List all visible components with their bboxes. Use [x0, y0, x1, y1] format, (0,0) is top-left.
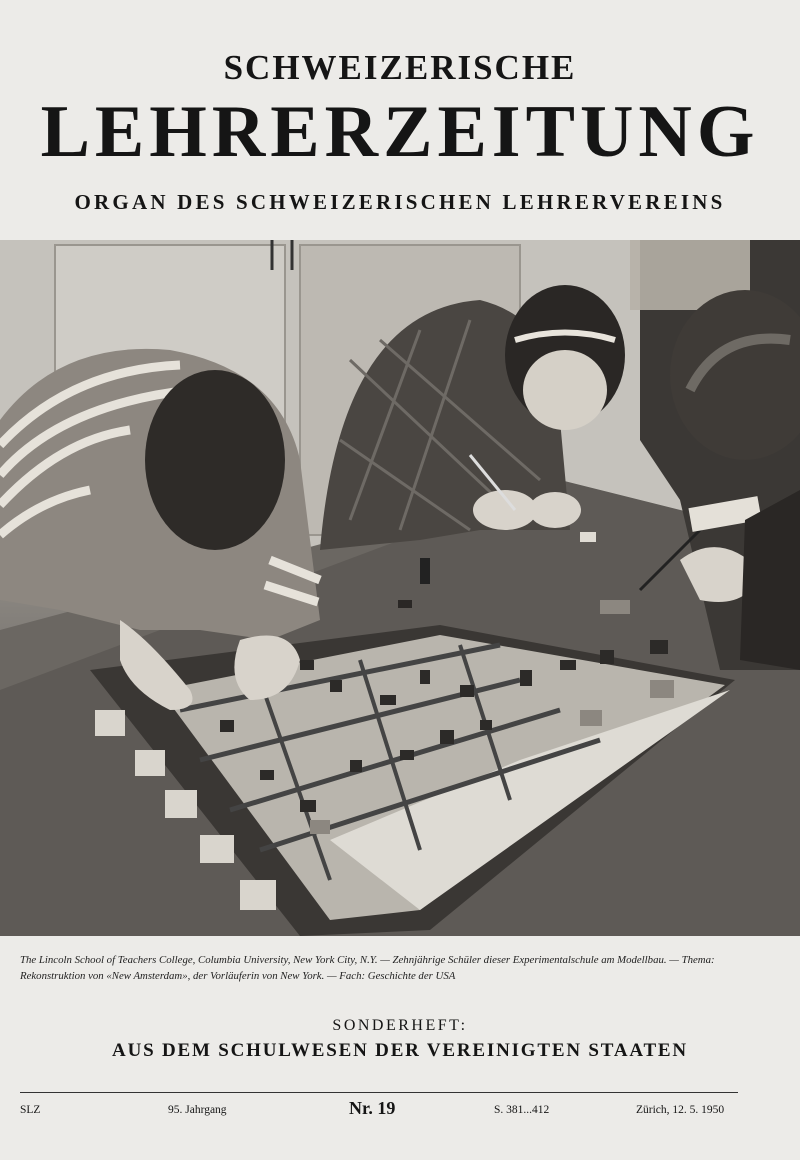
special-issue-title: AUS DEM SCHULWESEN DER VEREINIGTEN STAATEN [112, 1040, 688, 1061]
cover-photo [0, 240, 800, 936]
footer-issue-number: Nr. 19 [349, 1098, 396, 1118]
cover-photo-illustration [0, 240, 800, 936]
masthead-top-line: SCHWEIZERISCHE [223, 48, 577, 87]
footer-divider [20, 1092, 738, 1093]
masthead-subtitle: ORGAN DES SCHWEIZERISCHEN LEHRERVEREINS [74, 190, 726, 214]
footer-volume: 95. Jahrgang [168, 1104, 227, 1116]
footer-pages: S. 381...412 [494, 1104, 550, 1116]
special-issue-label: SONDERHEFT: [332, 1017, 468, 1034]
masthead-title: LEHRERZEITUNG [40, 91, 760, 173]
photo-caption: The Lincoln School of Teachers College, Columbia University, New York City, N.Y. — Zehnjährige Schüler dieser Experimentalschule am Modellbau. — Thema: Rekonstruktion von «New Amsterdam», der Vorläuferin von New York. — Fach: Geschichte der USA [20, 954, 715, 982]
footer-place-date: Zürich, 12. 5. 1950 [636, 1104, 725, 1116]
footer-abbrev: SLZ [20, 1104, 41, 1116]
